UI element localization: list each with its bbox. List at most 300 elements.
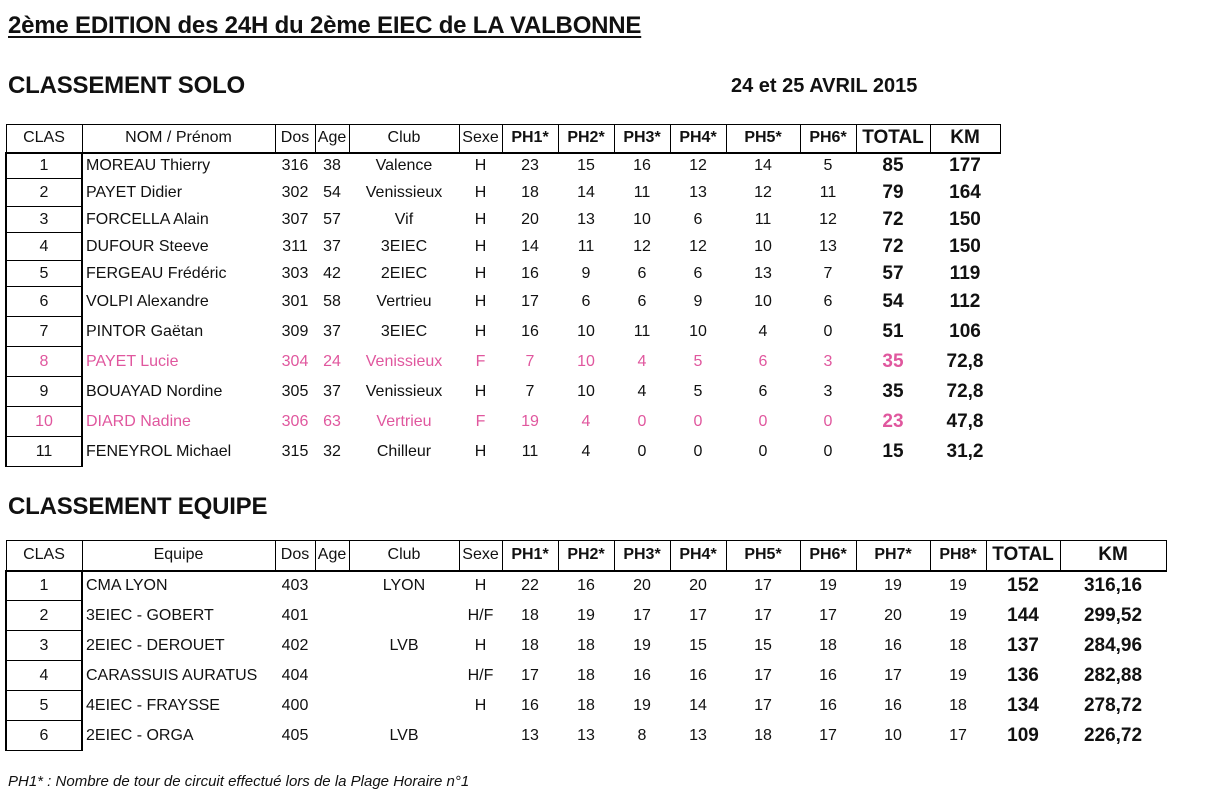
ph1-cell: 14 (521, 237, 539, 255)
rank-cell: 6 (6, 287, 82, 317)
ph2-cell: 11 (577, 237, 595, 255)
event-date: 24 et 25 AVRIL 2015 (731, 75, 918, 97)
ph2-cell: 19 (577, 606, 595, 624)
solo-header-row (6, 125, 1000, 153)
table-row (6, 571, 1166, 601)
km-cell: 164 (949, 181, 981, 203)
ph6-cell: 19 (819, 577, 837, 594)
sexe-cell: H (474, 382, 487, 400)
dos-cell: 402 (281, 636, 309, 654)
age-cell: 57 (323, 210, 341, 228)
name-cell: VOLPI Alexandre (86, 292, 209, 310)
table-row (6, 661, 1166, 691)
ph3-cell: 0 (637, 412, 647, 430)
table-row (6, 233, 1000, 261)
table-row (6, 601, 1166, 631)
total-cell: 35 (882, 380, 904, 402)
km-cell: 177 (949, 155, 981, 176)
ph4-cell: 9 (693, 292, 703, 310)
km-cell: 47,8 (946, 410, 984, 432)
col-header-total: TOTAL (986, 541, 1060, 571)
ph3-cell: 17 (633, 606, 651, 624)
sexe-cell: H (474, 264, 487, 282)
ph5-cell: 11 (754, 210, 772, 228)
rank-cell: 10 (6, 407, 82, 437)
rank-cell: 8 (6, 347, 82, 377)
club-cell: Valence (375, 157, 433, 174)
dos-cell: 309 (281, 322, 309, 340)
col-header-dos: Dos (275, 125, 315, 153)
km-cell: 72,8 (946, 350, 984, 372)
table-row (6, 691, 1166, 721)
name-cell: FERGEAU Frédéric (86, 264, 227, 282)
age-cell: 42 (323, 264, 341, 282)
col-header-club: Club (349, 125, 459, 153)
dos-cell: 311 (282, 237, 308, 255)
ph1-cell: 19 (521, 412, 539, 430)
ph1-cell: 16 (521, 264, 539, 282)
ph6-cell: 3 (823, 352, 833, 370)
ph3-cell: 4 (637, 382, 647, 400)
ph5-cell: 13 (754, 264, 772, 282)
ph3-cell: 10 (633, 210, 651, 228)
ph3-cell: 0 (637, 442, 647, 460)
ph6-cell: 5 (823, 157, 833, 174)
total-cell: 136 (1007, 664, 1039, 686)
ph2-cell: 9 (581, 264, 591, 282)
ph3-cell: 20 (633, 577, 651, 594)
sexe-cell: H (474, 577, 487, 594)
total-cell: 137 (1007, 634, 1039, 656)
ph5-cell: 17 (754, 606, 772, 624)
ph1-cell: 17 (521, 666, 539, 684)
ph4-cell: 12 (689, 237, 707, 255)
total-cell: 15 (882, 440, 904, 462)
rank-cell: 3 (6, 207, 82, 233)
age-cell: 38 (323, 157, 341, 174)
age-cell (315, 691, 349, 721)
sexe-cell: H (474, 210, 487, 228)
name-cell: CARASSUIS AURATUS (86, 666, 258, 684)
ph2-cell: 16 (577, 577, 595, 594)
ph2-cell: 18 (577, 696, 595, 714)
club-cell: 3EIEC (380, 322, 428, 340)
ph8-cell: 17 (949, 726, 967, 744)
ph1-cell: 22 (521, 577, 539, 594)
sexe-cell (459, 721, 502, 751)
club-cell: Venissieux (365, 352, 443, 370)
sexe-cell: H (474, 292, 487, 310)
km-cell: 278,72 (1083, 694, 1143, 716)
ph6-cell: 3 (823, 382, 833, 400)
rank-cell: 5 (6, 261, 82, 287)
km-cell: 150 (949, 235, 981, 257)
table-row (6, 721, 1166, 751)
ph6-cell: 0 (823, 442, 833, 460)
km-cell: 72,8 (946, 380, 984, 402)
name-cell: BOUAYAD Nordine (86, 382, 223, 400)
ph4-cell: 5 (693, 382, 703, 400)
ph1-cell: 18 (521, 183, 539, 201)
total-cell: 144 (1007, 604, 1039, 626)
ph5-cell: 0 (758, 412, 768, 430)
col-header-km: KM (1060, 541, 1166, 571)
name-cell: PAYET Didier (86, 183, 183, 201)
km-cell: 119 (949, 262, 981, 284)
ph6-cell: 0 (823, 412, 833, 430)
solo-ranking-table (5, 124, 1001, 467)
dos-cell: 304 (281, 352, 309, 370)
age-cell (315, 571, 349, 601)
ph4-cell: 10 (689, 322, 707, 340)
col-header-ph6: PH6* (800, 541, 856, 571)
ph2-cell: 14 (577, 183, 595, 201)
ph7-cell: 16 (884, 636, 902, 654)
name-cell: DUFOUR Steeve (86, 237, 209, 255)
ph5-cell: 10 (754, 237, 772, 255)
solo-heading: CLASSEMENT SOLO (8, 72, 246, 99)
col-header-clas: CLAS (6, 541, 82, 571)
ph5-cell: 17 (754, 696, 772, 714)
rank-cell: 4 (6, 233, 82, 261)
ph4-cell: 12 (689, 157, 707, 174)
rank-cell: 2 (6, 179, 82, 207)
col-header-ph5: PH5* (726, 125, 800, 153)
rank-cell: 5 (6, 691, 82, 721)
club-cell (349, 691, 459, 721)
ph2-cell: 6 (581, 292, 591, 310)
ph1-cell: 17 (521, 292, 539, 310)
dos-cell: 404 (281, 666, 309, 684)
ph4-cell: 20 (689, 577, 707, 594)
col-header-equipe: Equipe (82, 541, 275, 571)
total-cell: 85 (882, 155, 904, 176)
dos-cell: 403 (281, 577, 309, 594)
dos-cell: 315 (281, 442, 309, 460)
ph5-cell: 14 (754, 157, 772, 174)
col-header-club: Club (349, 541, 459, 571)
club-cell: Venissieux (365, 382, 443, 400)
sexe-cell: H (474, 442, 487, 460)
km-cell: 316,16 (1083, 575, 1143, 596)
ph3-cell: 19 (633, 696, 651, 714)
name-cell: PINTOR Gaëtan (86, 322, 204, 340)
table-row (6, 207, 1000, 233)
col-header-ph7: PH7* (856, 541, 930, 571)
table-row (6, 261, 1000, 287)
table-row (6, 377, 1000, 407)
ph4-cell: 17 (689, 606, 707, 624)
ph6-cell: 16 (819, 696, 837, 714)
dos-cell: 303 (281, 264, 309, 282)
equipe-heading: CLASSEMENT EQUIPE (8, 493, 268, 520)
col-header-ph1: PH1* (502, 541, 558, 571)
ph6-cell: 7 (823, 264, 833, 282)
col-header-sexe: Sexe (459, 125, 502, 153)
col-header-ph3: PH3* (614, 125, 670, 153)
ph7-cell: 20 (884, 606, 902, 624)
ph8-cell: 19 (949, 577, 967, 594)
col-header-ph1: PH1* (502, 125, 558, 153)
col-header-ph6: PH6* (800, 125, 856, 153)
ph6-cell: 13 (819, 237, 837, 255)
rank-cell: 11 (6, 437, 82, 467)
ph3-cell: 8 (637, 726, 647, 744)
sexe-cell: H/F (467, 666, 494, 684)
ph4-cell: 13 (689, 183, 707, 201)
ph5-cell: 0 (758, 442, 768, 460)
name-cell: DIARD Nadine (86, 412, 191, 430)
ph3-cell: 11 (633, 322, 651, 340)
total-cell: 51 (882, 320, 904, 342)
ph7-cell: 10 (884, 726, 902, 744)
ph2-cell: 4 (581, 412, 591, 430)
ph1-cell: 23 (521, 157, 539, 174)
ph5-cell: 4 (758, 322, 768, 340)
ph1-cell: 16 (521, 696, 539, 714)
age-cell (315, 631, 349, 661)
name-cell: FORCELLA Alain (86, 210, 209, 228)
ph7-cell: 16 (884, 696, 902, 714)
ph7-cell: 19 (884, 577, 902, 594)
col-header-ph2: PH2* (558, 541, 614, 571)
total-cell: 109 (1007, 724, 1039, 746)
km-cell: 226,72 (1083, 724, 1143, 746)
table-row (6, 287, 1000, 317)
col-header-ph4: PH4* (670, 125, 726, 153)
age-cell: 54 (323, 183, 341, 201)
total-cell: 152 (1007, 575, 1039, 596)
ph2-cell: 10 (577, 352, 595, 370)
ph1-cell: 7 (525, 352, 535, 370)
equipe-ranking-table (5, 540, 1167, 751)
total-cell: 72 (882, 235, 904, 257)
table-row (6, 407, 1000, 437)
km-cell: 299,52 (1083, 604, 1143, 626)
ph2-cell: 10 (577, 322, 595, 340)
ph2-cell: 15 (577, 157, 595, 174)
col-header-sexe: Sexe (459, 541, 502, 571)
dos-cell: 301 (281, 292, 309, 310)
rank-cell: 3 (6, 631, 82, 661)
age-cell: 58 (323, 292, 341, 310)
equipe-header-row (6, 541, 1166, 571)
ph4-cell: 6 (693, 264, 703, 282)
ph6-cell: 12 (819, 210, 837, 228)
ph2-cell: 10 (577, 382, 595, 400)
age-cell (315, 601, 349, 631)
ph2-cell: 13 (577, 726, 595, 744)
club-cell: LVB (389, 726, 419, 744)
ph5-cell: 17 (754, 666, 772, 684)
name-cell: 4EIEC - FRAYSSE (86, 696, 220, 714)
dos-cell: 307 (281, 210, 309, 228)
ph4-cell: 0 (693, 442, 703, 460)
rank-cell: 4 (6, 661, 82, 691)
total-cell: 72 (882, 208, 904, 230)
ph5-cell: 15 (754, 636, 772, 654)
club-cell: LVB (389, 636, 419, 654)
club-cell: Vertrieu (376, 412, 432, 430)
ph1-cell: 20 (521, 210, 539, 228)
club-cell (349, 661, 459, 691)
total-cell: 57 (882, 262, 904, 284)
name-cell: MOREAU Thierry (86, 157, 211, 174)
sexe-cell: H (474, 636, 487, 654)
age-cell (315, 661, 349, 691)
total-cell: 35 (882, 350, 904, 372)
col-header-km: KM (930, 125, 1000, 153)
club-cell: Venissieux (365, 183, 443, 201)
sexe-cell: F (475, 412, 486, 430)
ph3-cell: 16 (633, 157, 651, 174)
club-cell: Vertrieu (376, 292, 432, 310)
dos-cell: 405 (281, 726, 309, 744)
ph5-cell: 6 (758, 382, 768, 400)
name-cell: FENEYROL Michael (86, 442, 232, 460)
age-cell: 24 (323, 352, 341, 370)
age-cell: 32 (323, 442, 341, 460)
ph3-cell: 19 (633, 636, 651, 654)
ph4-cell: 16 (689, 666, 707, 684)
col-header-ph4: PH4* (670, 541, 726, 571)
col-header-ph8: PH8* (930, 541, 986, 571)
ph1-cell: 7 (525, 382, 535, 400)
km-cell: 112 (949, 290, 981, 312)
total-cell: 134 (1007, 694, 1039, 716)
col-header-dos: Dos (275, 541, 315, 571)
club-cell (349, 601, 459, 631)
ph6-cell: 16 (819, 666, 837, 684)
km-cell: 150 (949, 208, 981, 230)
ph2-cell: 18 (577, 666, 595, 684)
sexe-cell: H (474, 696, 487, 714)
age-cell: 37 (323, 382, 341, 400)
ph6-cell: 6 (823, 292, 833, 310)
dos-cell: 400 (281, 696, 309, 714)
km-cell: 282,88 (1083, 664, 1143, 686)
age-cell: 37 (323, 322, 341, 340)
ph8-cell: 18 (949, 636, 967, 654)
total-cell: 79 (882, 181, 904, 203)
dos-cell: 305 (281, 382, 309, 400)
ph6-cell: 17 (819, 726, 837, 744)
ph4-cell: 15 (689, 636, 707, 654)
ph2-cell: 18 (577, 636, 595, 654)
km-cell: 106 (949, 320, 981, 342)
sexe-cell: F (475, 352, 486, 370)
ph5-cell: 10 (754, 292, 772, 310)
rank-cell: 9 (6, 377, 82, 407)
dos-cell: 302 (281, 183, 309, 201)
rank-cell: 1 (6, 571, 82, 601)
sexe-cell: H (474, 237, 487, 255)
age-cell: 37 (323, 237, 341, 255)
name-cell: PAYET Lucie (86, 352, 179, 370)
club-cell: Vif (394, 210, 414, 228)
club-cell: LYON (382, 577, 426, 594)
total-cell: 23 (882, 410, 904, 432)
ph6-cell: 18 (819, 636, 837, 654)
name-cell: 2EIEC - DEROUET (86, 636, 225, 654)
col-header-ph5: PH5* (726, 541, 800, 571)
footnote: PH1* : Nombre de tour de circuit effectué lors de la Plage Horaire n°1 (8, 773, 470, 790)
rank-cell: 2 (6, 601, 82, 631)
total-cell: 54 (882, 290, 904, 312)
ph4-cell: 6 (693, 210, 703, 228)
table-row (6, 153, 1000, 179)
col-header-total: TOTAL (856, 125, 930, 153)
table-row (6, 631, 1166, 661)
age-cell: 63 (323, 412, 341, 430)
col-header-age: Age (315, 125, 349, 153)
ph3-cell: 16 (633, 666, 651, 684)
table-row (6, 437, 1000, 467)
ph3-cell: 11 (633, 183, 651, 201)
age-cell (315, 721, 349, 751)
ph4-cell: 14 (689, 696, 707, 714)
ph8-cell: 19 (949, 606, 967, 624)
rank-cell: 7 (6, 317, 82, 347)
km-cell: 31,2 (946, 440, 984, 462)
ph1-cell: 18 (521, 636, 539, 654)
col-header-age: Age (315, 541, 349, 571)
ph1-cell: 11 (521, 442, 539, 460)
rank-cell: 6 (6, 721, 82, 751)
dos-cell: 401 (281, 606, 309, 624)
name-cell: 3EIEC - GOBERT (86, 606, 214, 624)
ph4-cell: 13 (689, 726, 707, 744)
ph6-cell: 0 (823, 322, 833, 340)
table-row (6, 347, 1000, 377)
ph3-cell: 6 (637, 264, 647, 282)
club-cell: 2EIEC (380, 264, 428, 282)
ph5-cell: 12 (754, 183, 772, 201)
ph5-cell: 17 (754, 577, 772, 594)
sexe-cell: H (474, 157, 487, 174)
ph1-cell: 18 (521, 606, 539, 624)
col-header-ph2: PH2* (558, 125, 614, 153)
ph1-cell: 13 (521, 726, 539, 744)
ph2-cell: 4 (581, 442, 591, 460)
name-cell: CMA LYON (86, 577, 168, 594)
ph4-cell: 0 (693, 412, 703, 430)
page-title: 2ème EDITION des 24H du 2ème EIEC de LA VALBONNE (8, 12, 642, 39)
col-header-ph3: PH3* (614, 541, 670, 571)
dos-cell: 306 (281, 412, 309, 430)
km-cell: 284,96 (1083, 634, 1143, 656)
name-cell: 2EIEC - ORGA (86, 726, 194, 744)
ph4-cell: 5 (693, 352, 703, 370)
ph3-cell: 4 (637, 352, 647, 370)
sexe-cell: H (474, 183, 487, 201)
ph3-cell: 12 (633, 237, 651, 255)
ph5-cell: 18 (754, 726, 772, 744)
col-header-clas: CLAS (6, 125, 82, 153)
col-header-nom-prenom: NOM / Prénom (82, 125, 275, 153)
ph5-cell: 6 (758, 352, 768, 370)
ph1-cell: 16 (521, 322, 539, 340)
table-row (6, 179, 1000, 207)
ph2-cell: 13 (577, 210, 595, 228)
club-cell: 3EIEC (380, 237, 428, 255)
ph8-cell: 19 (949, 666, 967, 684)
rank-cell: 1 (6, 153, 82, 179)
sexe-cell: H/F (467, 606, 494, 624)
club-cell: Chilleur (376, 442, 432, 460)
ph8-cell: 18 (949, 696, 967, 714)
ph7-cell: 17 (884, 666, 902, 684)
